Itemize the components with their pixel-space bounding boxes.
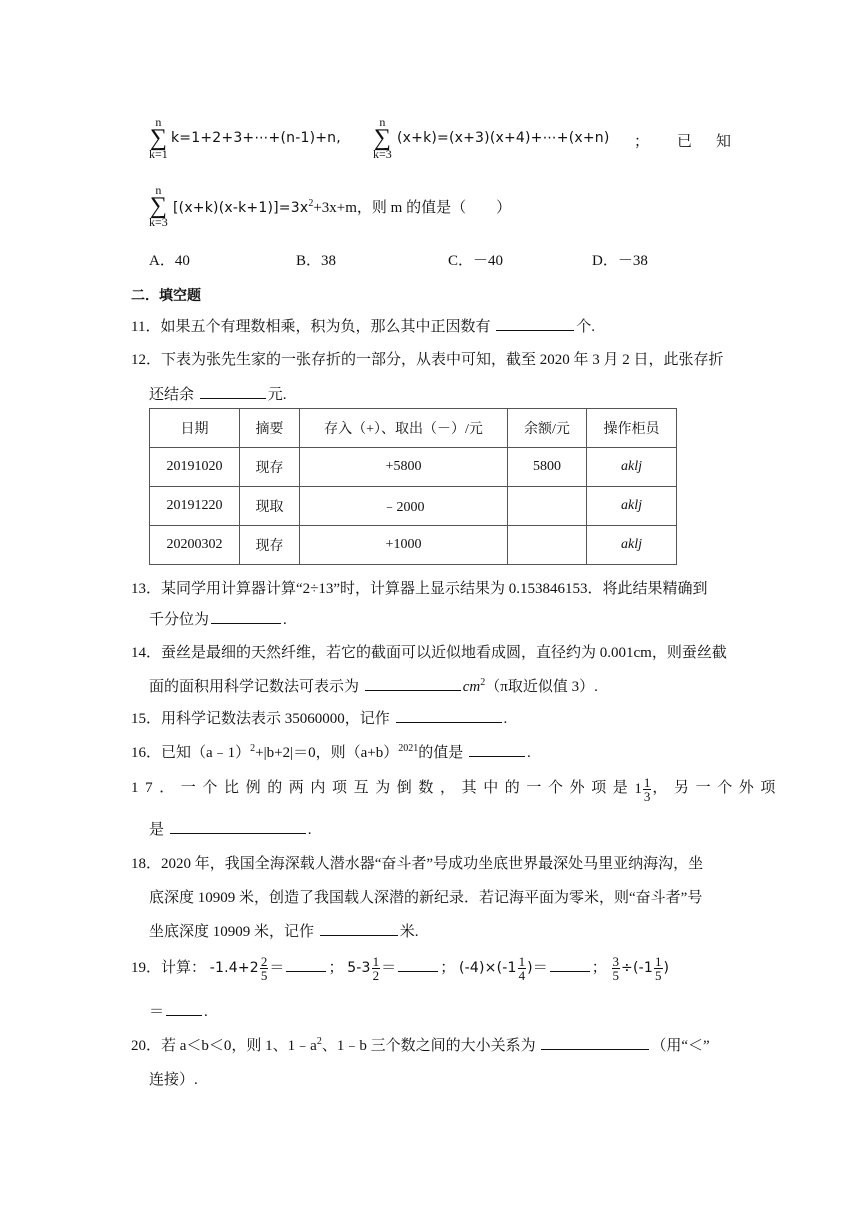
question-18-line2: 底深度 10909 米，创造了我国载人深潜的新纪录．若记海平面为零米，则“奋斗者”号 <box>149 890 703 906</box>
question-12-line2: 还结余 元. <box>149 383 287 404</box>
text-known-1: 已 <box>677 134 693 150</box>
sigma-symbol: n ∑ k=1 <box>149 115 168 161</box>
table-cell: aklj <box>587 448 677 487</box>
answer-blank[interactable] <box>550 957 590 972</box>
answer-blank[interactable] <box>200 384 266 399</box>
header-cell: 余额/元 <box>508 409 587 448</box>
table-cell: aklj <box>587 487 677 526</box>
header-cell: 操作柜员 <box>587 409 677 448</box>
table-cell: 20191220 <box>150 487 240 526</box>
answer-blank[interactable] <box>211 609 281 624</box>
option-c: C．－40 <box>448 253 504 269</box>
answer-blank[interactable] <box>398 957 438 972</box>
table-row <box>150 448 677 487</box>
header-cell: 日期 <box>150 409 240 448</box>
table-cell: +5800 <box>300 448 508 487</box>
answer-blank[interactable] <box>286 957 326 972</box>
table-cell <box>508 526 587 565</box>
answer-blank[interactable] <box>365 676 461 691</box>
table-cell: 现取 <box>240 487 300 526</box>
table-header-row <box>150 409 677 448</box>
table-cell: 现存 <box>240 448 300 487</box>
sigma-symbol: n ∑ k=3 <box>149 183 168 229</box>
fraction: $\frac{1}{4}$ <box>518 954 526 983</box>
answer-blank[interactable] <box>166 1001 202 1016</box>
question-16: 16．已知（a﹣1）$^2$+|b+2|＝0，则$(a+b)^{2021}$的值是 . <box>131 743 531 761</box>
answer-blank[interactable] <box>396 708 502 723</box>
formula-sum-xk: (x+k)=(x+3)(x+4)+⋯+(x+n) <box>397 130 610 146</box>
question-13-line2: 千分位为 . <box>149 608 287 629</box>
question-19-line2: ＝ . <box>149 1000 208 1021</box>
header-cell: 摘要 <box>240 409 300 448</box>
answer-blank[interactable] <box>541 1035 649 1050</box>
table-cell: 现存 <box>240 526 300 565</box>
question-12-line1: 12．下表为张先生家的一张存折的一部分，从表中可知，截至 2020 年 3 月 2 日，此张存折 <box>131 352 724 368</box>
table-row <box>150 526 677 565</box>
question-14-line1: 14．蚕丝是最细的天然纤维，若它的截面可以近似地看成圆，直径约为 0.001cm，则蚕丝截 <box>131 645 727 661</box>
header-cell: 存入（+）、取出（－）/元 <box>300 409 508 448</box>
answer-blank[interactable] <box>496 316 574 331</box>
question-10-stem: $[(x+k)(x-k+1)]=3x^2+3x+m$，则 m 的值是（ ） <box>173 198 512 216</box>
answer-blank[interactable] <box>320 921 398 936</box>
answer-blank[interactable] <box>170 819 306 834</box>
option-d: D．－38 <box>592 253 648 269</box>
question-13-line1: 13．某同学用计算器计算“2÷13”时，计算器上显示结果为 0.153846153．将此结果精确到 <box>131 581 708 597</box>
question-18-line3: 坐底深度 10909 米，记作 米. <box>149 920 419 941</box>
table-row <box>150 487 677 526</box>
question-14-line2: 面的面积用科学记数法可表示为 $cm^2(\pi$取近似值 3）. <box>149 677 598 695</box>
fraction: $\frac{1}{3}$ <box>643 775 651 804</box>
sigma-symbol: n ∑ k=3 <box>373 115 392 161</box>
separator: ； <box>634 134 650 150</box>
question-20-line1: 20．若 a＜b＜0，则 1、$1﹣a^2$、1﹣b 三个数之间的大小关系为 （用“＜” <box>131 1036 710 1054</box>
table-cell: +1000 <box>300 526 508 565</box>
question-18-line1: 18．2020 年，我国全海深载人潜水器“奋斗者”号成功坐底世界最深处马里亚纳海沟，坐 <box>131 856 704 872</box>
text-known-2: 知 <box>716 134 732 150</box>
question-17-line1: 17．一个比例的两内项互为倒数，其中的一个外项是 1 $\frac{1}{3}$ ，另一个外项 <box>131 775 783 804</box>
passbook-table <box>149 408 677 565</box>
section-title: 二．填空题 <box>131 289 201 304</box>
formula-sum-k: k=1+2+3+⋯+(n-1)+n, <box>171 130 341 146</box>
table-cell: ﹣2000 <box>300 487 508 526</box>
table-cell: 5800 <box>508 448 587 487</box>
option-a: A．40 <box>149 253 190 269</box>
question-11: 11．如果五个有理数相乘，积为负，那么其中正因数有 个. <box>131 315 595 336</box>
question-15: 15．用科学记数法表示 35060000，记作 . <box>131 707 507 728</box>
fraction: $\frac{1}{5}$ <box>655 954 662 983</box>
question-19-line1: 19．计算： -1.4+2 $\frac{2}{5}$ ＝ ； 5-3 $\frac{1}{2}$ ＝ ； (-4)×(-1 $\frac{1}{4}$ )＝ ； $\frac{3}{5}$ ÷(-1 $\frac{1}{5}$ ) <box>131 954 670 983</box>
answer-blank[interactable] <box>469 742 525 757</box>
question-20-line2: 连接）. <box>149 1072 198 1088</box>
fraction: $\frac{1}{2}$ <box>372 954 380 983</box>
fraction: $\frac{3}{5}$ <box>612 954 620 983</box>
table-cell: aklj <box>587 526 677 565</box>
table-cell: 20200302 <box>150 526 240 565</box>
option-b: B．38 <box>296 253 337 269</box>
question-17-line2: 是 . <box>149 818 312 839</box>
table-cell: 20191020 <box>150 448 240 487</box>
fraction: $\frac{2}{5}$ <box>260 954 268 983</box>
table-cell <box>508 487 587 526</box>
mixed-number: 1 $\frac{1}{3}$ <box>634 775 651 804</box>
